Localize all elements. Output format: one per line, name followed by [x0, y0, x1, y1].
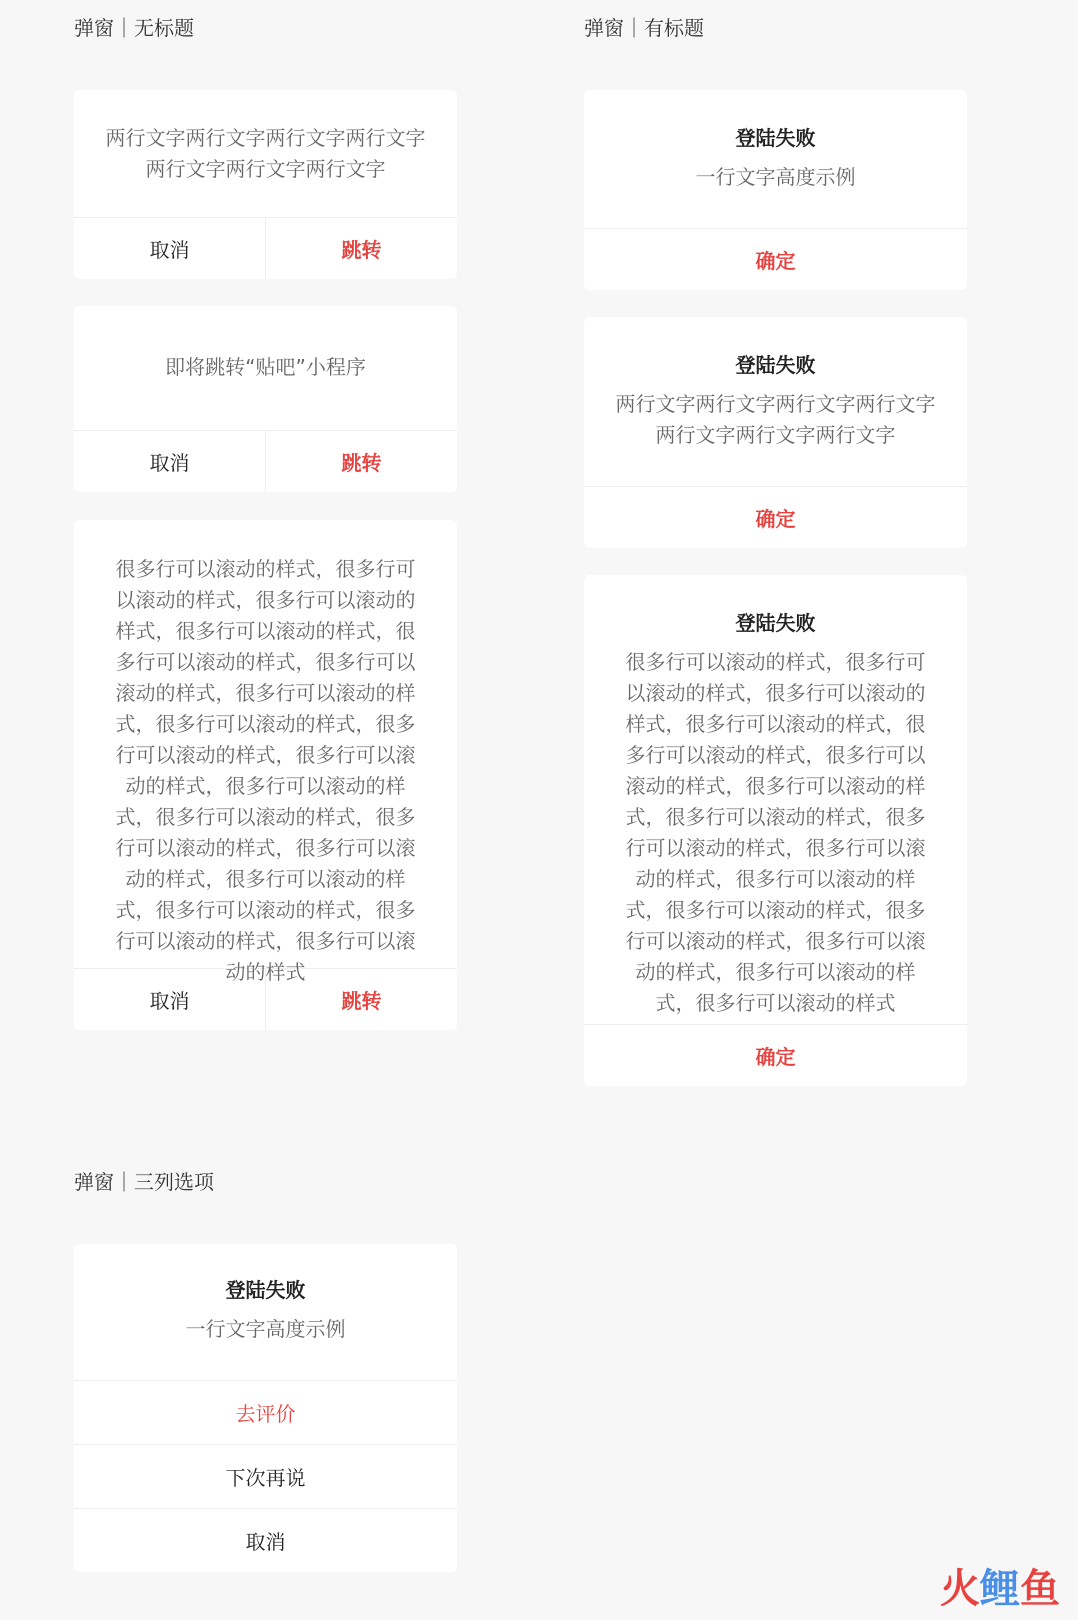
dialog-message: 两行文字两行文字两行文字两行文字两行文字两行文字两行文字: [615, 392, 936, 447]
dialog-message: 即将跳转“贴吧”小程序: [165, 355, 366, 379]
section-title-with-title: 弹窗｜有标题: [584, 16, 704, 40]
section-title-three-options: 弹窗｜三列选项: [74, 1170, 214, 1194]
watermark-char: 火: [940, 1566, 980, 1612]
section-title-no-title: 弹窗｜无标题: [74, 16, 194, 40]
dialog-message: 一行文字高度示例: [185, 1317, 346, 1341]
later-button[interactable]: 下次再说: [74, 1444, 457, 1508]
dialog-with-title-one-line: [584, 90, 967, 290]
dialog-no-title-one-line: [74, 306, 457, 492]
watermark-char: 鱼: [1020, 1566, 1060, 1612]
jump-button[interactable]: 跳转: [265, 218, 457, 279]
dialog-button-row: [74, 430, 457, 492]
cancel-button[interactable]: 取消: [74, 1508, 457, 1572]
dialog-with-title-two-lines: [584, 317, 967, 548]
jump-button[interactable]: 跳转: [265, 431, 457, 492]
cancel-button[interactable]: 取消: [149, 238, 190, 262]
cancel-button[interactable]: 取消: [149, 989, 190, 1013]
dialog-button-row: [584, 1024, 967, 1086]
dialog-title: 登陆失败: [225, 1278, 306, 1302]
dialog-no-title-two-lines: [74, 90, 457, 279]
dialog-title: 登陆失败: [735, 353, 816, 377]
dialog-scroll-content[interactable]: 很多行可以滚动的样式，很多行可以滚动的样式，很多行可以滚动的样式，很多行可以滚动的样式，很多行可以滚动的样式，很多行可以滚动的样式，很多行可以滚动的样式，很多行可以滚动的样式，很多行可以滚动的样式，很多行可以滚动的样式，很多行可以滚动的样式，很多行可以滚动的样式，很多行可以滚动的样式，很多行可以滚动的样式，很多行可以滚动的样式，很多行可以滚动的样式，很多行可以滚动的样式，很多行可以滚动的样式: [115, 557, 416, 984]
dialog-button-row: [584, 228, 967, 290]
watermark-logo: [940, 1557, 1060, 1614]
dialog-three-options: [74, 1244, 457, 1572]
dialog-message: 一行文字高度示例: [695, 165, 856, 189]
cancel-button[interactable]: 取消: [149, 451, 190, 475]
dialog-button-row: [74, 217, 457, 279]
dialog-button-row: [584, 486, 967, 548]
dialog-title: 登陆失败: [735, 611, 816, 635]
dialog-message: 两行文字两行文字两行文字两行文字两行文字两行文字两行文字: [105, 126, 426, 181]
confirm-button[interactable]: 确定: [755, 249, 796, 273]
dialog-button-row: [74, 968, 457, 1030]
watermark-char: 鲤: [980, 1566, 1020, 1612]
dialog-no-title-scrollable: [74, 520, 457, 1030]
confirm-button[interactable]: 确定: [755, 507, 796, 531]
rate-button[interactable]: 去评价: [74, 1380, 457, 1444]
dialog-title: 登陆失败: [735, 126, 816, 150]
dialog-scroll-content[interactable]: 很多行可以滚动的样式，很多行可以滚动的样式，很多行可以滚动的样式，很多行可以滚动的样式，很多行可以滚动的样式，很多行可以滚动的样式，很多行可以滚动的样式，很多行可以滚动的样式，很多行可以滚动的样式，很多行可以滚动的样式，很多行可以滚动的样式，很多行可以滚动的样式，很多行可以滚动的样式，很多行可以滚动的样式，很多行可以滚动的样式，很多行可以滚动的样式: [625, 650, 926, 1015]
jump-button[interactable]: 跳转: [265, 969, 457, 1030]
dialog-with-title-scrollable: [584, 575, 967, 1086]
confirm-button[interactable]: 确定: [755, 1045, 796, 1069]
